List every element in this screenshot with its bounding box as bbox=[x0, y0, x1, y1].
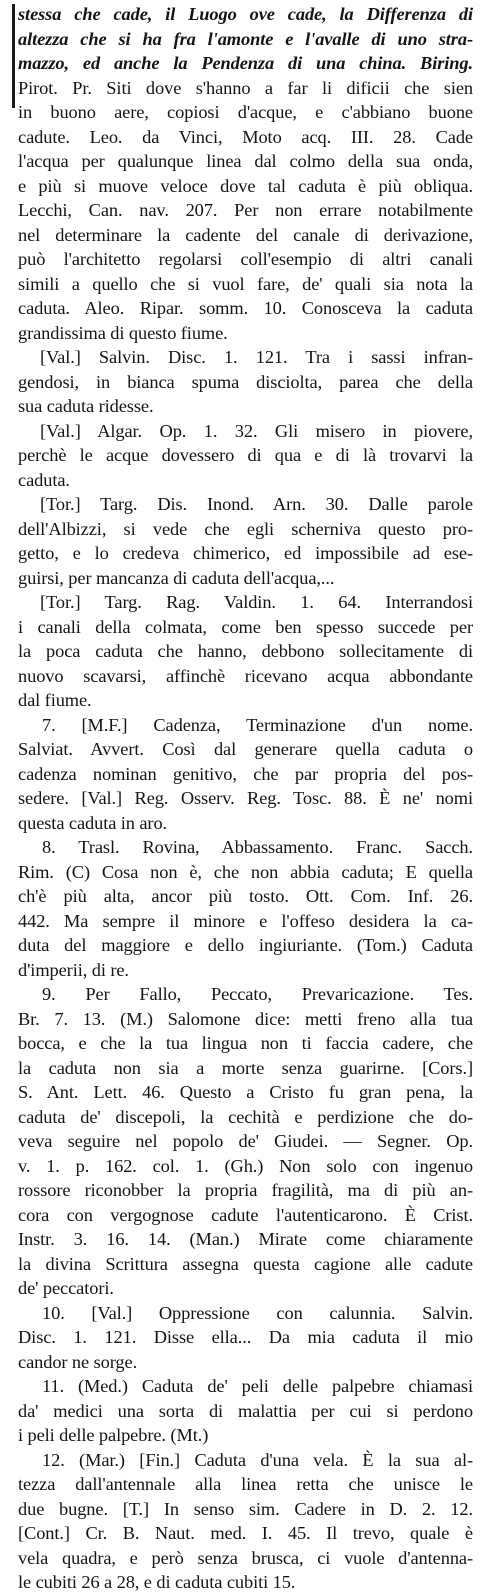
text-line: de' peccatori. bbox=[18, 1278, 114, 1298]
text-line: mazzo, ed anche la Pendenza di una china. Biring. bbox=[18, 53, 473, 73]
text-line: [Tor.] Targ. Rag. Valdin. 1. 64. Interrandosi bbox=[40, 592, 473, 612]
text-line: nel determinare la cadente del canale di derivazione, bbox=[18, 224, 473, 245]
text-line: simili a quello che si vuol fare, de' quali sia nota la bbox=[18, 273, 473, 294]
text-line: guirsi, per mancanza di caduta dell'acqua,... bbox=[18, 567, 335, 588]
text-line: sedere. [Val.] Reg. Osserv. Reg. Tosc. 88. È ne' nomi bbox=[18, 788, 473, 808]
text-line: caduta. Aleo. Ripar. somm. 10. Conosceva la caduta bbox=[18, 298, 473, 318]
text-line: Br. 7. 13. (M.) Salomone dice: metti freno alla tua bbox=[18, 1008, 473, 1029]
text-line: nuovo scavarsi, affinchè ricevano acqua abbondante bbox=[18, 665, 473, 686]
text-line: può l'architetto regolarsi coll'esempio di altri canali bbox=[18, 249, 473, 269]
text-line: [Val.] Algar. Op. 1. 32. Gli misero in piovere, bbox=[40, 420, 473, 441]
text-line: v. 1. p. 162. col. 1. (Gh.) Non solo con ingenuo bbox=[18, 1155, 473, 1176]
text-line: questa caduta in aro. bbox=[18, 812, 168, 833]
text-line: da' medici una sorta di malattia per cui si perdono bbox=[18, 1400, 473, 1421]
text-line: la caduta non sia a morte senza guarirne. [Cors.] bbox=[18, 1057, 473, 1078]
text-line: le cubiti 26 a 28, e di caduta cubiti 15. bbox=[18, 1572, 296, 1592]
text-line: caduta de' discepoli, la cechità e perdizione che do- bbox=[18, 1106, 473, 1127]
text-line: 12. (Mar.) [Fin.] Caduta d'una vela. È la sua al- bbox=[42, 1449, 473, 1470]
text-line: la poca caduta che hanno, debbono sollecitamente di bbox=[18, 641, 473, 661]
text-line: dell'Albizzi, si vede che egli scherniva questo pro- bbox=[18, 518, 473, 539]
text-line: duta del maggiore e dello ingiuriante. (Tom.) Caduta bbox=[18, 935, 473, 955]
text-line: gendosi, in bianca spuma disciolta, parea che della bbox=[18, 371, 473, 392]
text-line: [Cont.] Cr. B. Naut. med. I. 45. Il trevo, quale è bbox=[18, 1523, 473, 1543]
text-line: i canali della colmata, come ben spesso succede per bbox=[18, 616, 473, 637]
text-line: grandissima di questo fiume. bbox=[18, 322, 228, 343]
text-line: Disc. 1. 121. Disse ella... Da mia caduta il mio bbox=[18, 1327, 473, 1347]
text-line: S. Ant. Lett. 46. Questo a Cristo fu gran pena, la bbox=[18, 1082, 473, 1102]
text-line: i peli delle palpebre. (Mt.) bbox=[18, 1425, 209, 1445]
text-line: Pirot. Pr. Siti dove s'hanno a far li dificii che sien bbox=[18, 77, 473, 98]
text-line: altezza che si ha fra l'amonte e l'avalle di uno stra- bbox=[18, 28, 473, 49]
text-line: 9. Per Fallo, Peccato, Prevaricazione. Tes. bbox=[42, 984, 473, 1004]
text-line: d'imperii, di re. bbox=[18, 959, 129, 980]
text-line: dal fiume. bbox=[18, 690, 92, 710]
text-line: stessa che cade, il Luogo ove cade, la Differenza di bbox=[18, 4, 473, 24]
text-line: [Val.] Salvin. Disc. 1. 121. Tra i sassi infran- bbox=[40, 347, 473, 367]
text-line: [Tor.] Targ. Dis. Inond. Arn. 30. Dalle parole bbox=[40, 494, 473, 514]
text-line: getto, e lo credeva chimerico, ed impossibile ad ese- bbox=[18, 543, 473, 563]
text-line: Rim. (C) Cosa non è, che non abbia caduta; E quella bbox=[18, 861, 473, 882]
text-line: cadenza nominan genitivo, che par propria del pos- bbox=[18, 763, 473, 784]
margin-rule bbox=[12, 4, 15, 108]
text-line: bocca, e che la tua lingua non ti faccia cadere, che bbox=[18, 1033, 473, 1053]
text-line: 442. Ma sempre il minore e l'offeso desidera la ca- bbox=[18, 910, 473, 931]
text-line: Lecchi, Can. nav. 207. Per non errare notabilmente bbox=[18, 200, 473, 220]
text-line: veva seguire nel popolo de' Giudei. — Segner. Op. bbox=[18, 1131, 473, 1151]
text-line: Salviat. Avvert. Così dal generare quella caduta o bbox=[18, 739, 473, 759]
text-line: la divina Scrittura assegna questa cagione alle cadute bbox=[18, 1253, 473, 1274]
text-line: ch'è più alta, ancor più tosto. Ott. Com. Inf. 26. bbox=[18, 886, 473, 906]
entry-text-block bbox=[18, 2, 473, 1595]
text-line: in buono aere, copiosi d'acque, e c'abbiano buone bbox=[18, 102, 473, 122]
text-line: sua caduta ridesse. bbox=[18, 396, 154, 416]
text-line: perchè le acque dovessero di qua e di là trovarvi la bbox=[18, 445, 473, 465]
text-line: due bugne. [T.] In senso sim. Cadere in D. 2. 12. bbox=[18, 1498, 473, 1519]
text-line: rossore riconobber la propria fragilità, ma di più an- bbox=[18, 1180, 473, 1200]
text-line: tezza dall'antennale alla linea retta che unisce le bbox=[18, 1474, 473, 1494]
text-line: caduta. bbox=[18, 469, 70, 490]
text-line: 7. [M.F.] Cadenza, Terminazione d'un nome. bbox=[42, 714, 473, 735]
text-line: 8. Trasl. Rovina, Abbassamento. Franc. Sacch. bbox=[42, 837, 473, 857]
text-line: candor ne sorge. bbox=[18, 1351, 138, 1372]
text-line: cora con vergognose cadute l'autenticarono. È Crist. bbox=[18, 1204, 473, 1225]
text-line: 10. [Val.] Oppressione con calunnia. Salvin. bbox=[42, 1302, 473, 1323]
text-line: cadute. Leo. da Vinci, Moto acq. III. 28. Cade bbox=[18, 126, 473, 147]
text-line: e più si muove veloce dove tal caduta è più obliqua. bbox=[18, 175, 473, 196]
text-line: 11. (Med.) Caduta de' peli delle palpebre chiamasi bbox=[42, 1376, 473, 1396]
text-line: Instr. 3. 16. 14. (Man.) Mirate come chiaramente bbox=[18, 1229, 473, 1249]
text-line: vela quadra, e però senza brusca, ci vuole d'antenna- bbox=[18, 1547, 473, 1568]
text-line: l'acqua per qualunque linea dal colmo della sua onda, bbox=[18, 151, 473, 171]
